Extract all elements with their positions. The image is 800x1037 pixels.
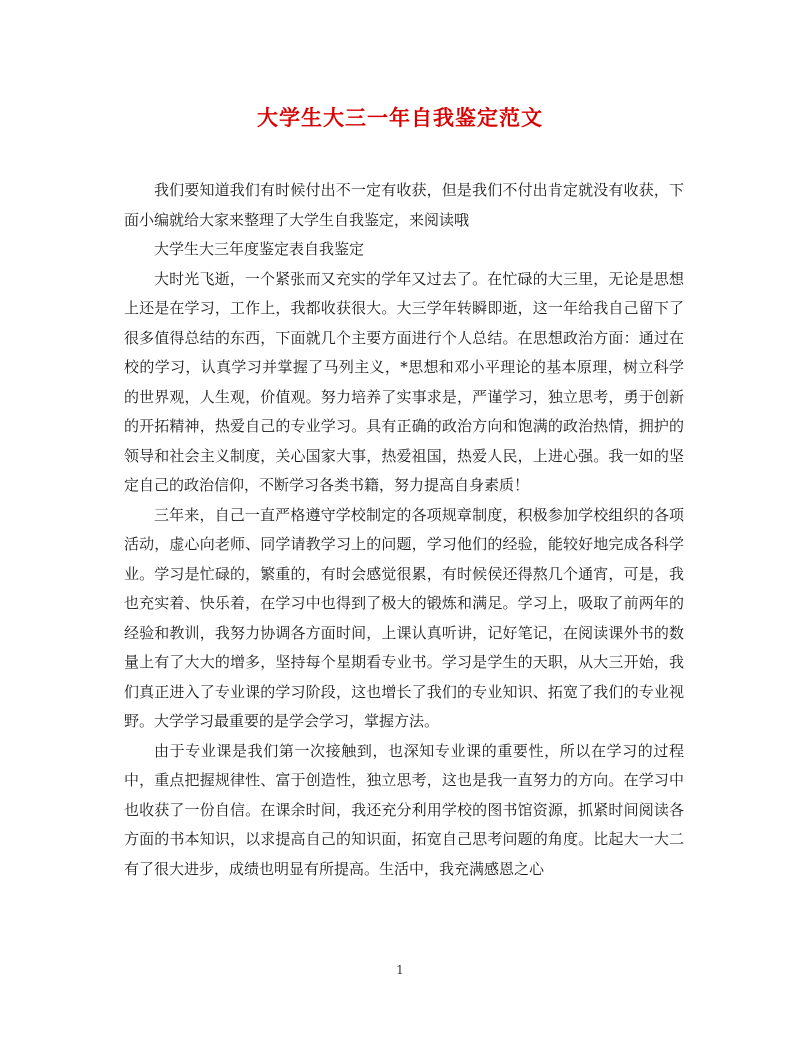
document-title: 大学生大三一年自我鉴定范文 bbox=[257, 105, 543, 130]
page-number: 1 bbox=[396, 963, 404, 977]
paragraph-intro: 我们要知道我们有时候付出不一定有收获，但是我们不付出肯定就没有收获，下面小编就给大家来整理了大学生自我鉴定，来阅读哦 bbox=[124, 181, 684, 229]
paragraph-specialty: 由于专业课是我们第一次接触到，也深知专业课的重要性，所以在学习的过程中，重点把握规律性、富于创造性，独立思考，这也是我一直努力的方向。在学习中也收获了一份自信。在课余时间，我还充分利用学校的图书馆资源，抓紧时间阅读各方面的书本知识，以求提高自己的知识面，拓宽自己思考问题的角度。比起大一大二有了很大进步，成绩也明显有所提高。生活中，我充满感恩之心 bbox=[124, 741, 684, 878]
document-body bbox=[124, 176, 684, 884]
paragraph-subheading: 大学生大三年度鉴定表自我鉴定 bbox=[154, 240, 365, 258]
paragraph-thought: 大时光飞逝，一个紧张而又充实的学年又过去了。在忙碌的大三里，无论是思想上还是在学习，工作上，我都收获很大。大三学年转瞬即逝，这一年给我自己留下了很多值得总结的东西，下面就几个主要方面进行个人总结。在思想政治方面：通过在校的学习，认真学习并掌握了马列主义，*思想和邓小平理论的基本原理，树立科学的世界观，人生观，价值观。努力培养了实事求是，严谨学习，独立思考，勇于创新的开拓精神，热爱自己的专业学习。具有正确的政治方向和饱满的政治热情，拥护的领导和社会主义制度，关心国家大事，热爱祖国，热爱人民，上进心强。我一如的坚定自己的政治信仰，不断学习各类书籍，努力提高自身素质！ bbox=[124, 269, 684, 494]
paragraph-study: 三年来，自己一直严格遵守学校制定的各项规章制度，积极参加学校组织的各项活动，虚心向老师、同学请教学习上的问题，学习他们的经验，能较好地完成各科学业。学习是忙碌的，繁重的，有时会感觉很累，有时候侯还得熬几个通宵，可是，我也充实着、快乐着，在学习中也得到了极大的锻炼和满足。学习上，吸取了前两年的经验和教训，我努力协调各方面时间，上课认真听讲，记好笔记，在阅读课外书的数量上有了大大的增多，坚持每个星期看专业书。学习是学生的天职，从大三开始，我们真正进入了专业课的学习阶段，这也增长了我们的专业知识、拓宽了我们的专业视野。大学学习最重要的是学会学习，掌握方法。 bbox=[124, 505, 684, 730]
